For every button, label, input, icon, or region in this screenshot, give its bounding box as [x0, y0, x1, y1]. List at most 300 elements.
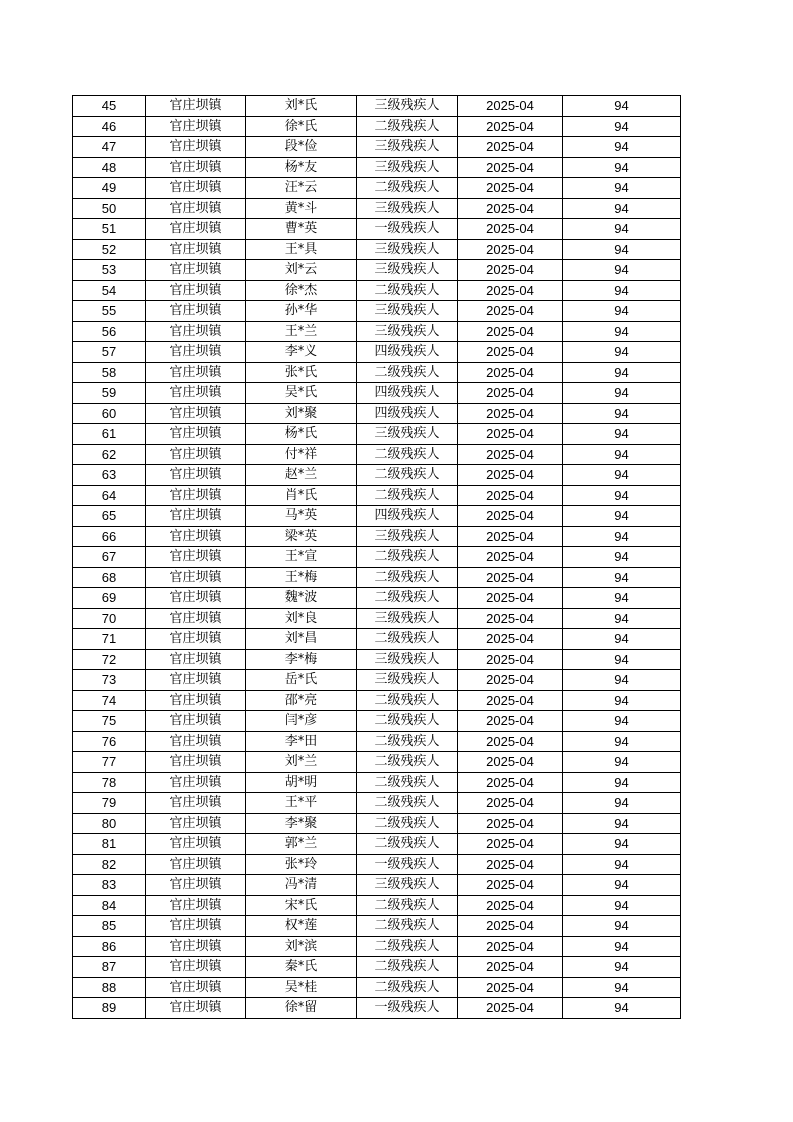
disability-level-cell: 三级残疾人	[357, 670, 458, 691]
table-row	[73, 178, 681, 199]
table-row	[73, 567, 681, 588]
month-cell: 2025-04	[458, 116, 563, 137]
person-name-cell: 李*聚	[246, 813, 357, 834]
town-cell: 官庄坝镇	[146, 403, 246, 424]
person-name-cell: 汪*云	[246, 178, 357, 199]
amount-cell: 94	[563, 875, 681, 896]
table-row	[73, 362, 681, 383]
amount-cell: 94	[563, 895, 681, 916]
amount-cell: 94	[563, 403, 681, 424]
table-row	[73, 96, 681, 117]
person-name-cell: 赵*兰	[246, 465, 357, 486]
amount-cell: 94	[563, 547, 681, 568]
amount-cell: 94	[563, 137, 681, 158]
disability-level-cell: 二级残疾人	[357, 629, 458, 650]
town-cell: 官庄坝镇	[146, 465, 246, 486]
table-row	[73, 547, 681, 568]
town-cell: 官庄坝镇	[146, 567, 246, 588]
disability-level-cell: 四级残疾人	[357, 403, 458, 424]
month-cell: 2025-04	[458, 301, 563, 322]
town-cell: 官庄坝镇	[146, 280, 246, 301]
table-row	[73, 916, 681, 937]
month-cell: 2025-04	[458, 198, 563, 219]
month-cell: 2025-04	[458, 813, 563, 834]
table-row	[73, 506, 681, 527]
subsidy-table	[72, 95, 681, 1019]
row-number-cell: 67	[73, 547, 146, 568]
table-row	[73, 485, 681, 506]
person-name-cell: 李*义	[246, 342, 357, 363]
amount-cell: 94	[563, 198, 681, 219]
table-row	[73, 649, 681, 670]
person-name-cell: 闫*彦	[246, 711, 357, 732]
month-cell: 2025-04	[458, 670, 563, 691]
town-cell: 官庄坝镇	[146, 301, 246, 322]
table-row	[73, 690, 681, 711]
disability-level-cell: 二级残疾人	[357, 485, 458, 506]
person-name-cell: 刘*聚	[246, 403, 357, 424]
town-cell: 官庄坝镇	[146, 772, 246, 793]
disability-level-cell: 三级残疾人	[357, 875, 458, 896]
row-number-cell: 84	[73, 895, 146, 916]
person-name-cell: 魏*波	[246, 588, 357, 609]
row-number-cell: 71	[73, 629, 146, 650]
month-cell: 2025-04	[458, 465, 563, 486]
person-name-cell: 肖*氏	[246, 485, 357, 506]
table-row	[73, 383, 681, 404]
disability-level-cell: 二级残疾人	[357, 957, 458, 978]
table-row	[73, 526, 681, 547]
town-cell: 官庄坝镇	[146, 506, 246, 527]
amount-cell: 94	[563, 485, 681, 506]
disability-level-cell: 二级残疾人	[357, 588, 458, 609]
row-number-cell: 65	[73, 506, 146, 527]
disability-level-cell: 三级残疾人	[357, 321, 458, 342]
row-number-cell: 72	[73, 649, 146, 670]
row-number-cell: 75	[73, 711, 146, 732]
person-name-cell: 邵*亮	[246, 690, 357, 711]
amount-cell: 94	[563, 731, 681, 752]
person-name-cell: 徐*杰	[246, 280, 357, 301]
row-number-cell: 61	[73, 424, 146, 445]
month-cell: 2025-04	[458, 854, 563, 875]
disability-level-cell: 三级残疾人	[357, 157, 458, 178]
person-name-cell: 王*平	[246, 793, 357, 814]
row-number-cell: 45	[73, 96, 146, 117]
person-name-cell: 刘*昌	[246, 629, 357, 650]
table-row	[73, 342, 681, 363]
month-cell: 2025-04	[458, 731, 563, 752]
town-cell: 官庄坝镇	[146, 198, 246, 219]
amount-cell: 94	[563, 96, 681, 117]
disability-level-cell: 二级残疾人	[357, 711, 458, 732]
month-cell: 2025-04	[458, 403, 563, 424]
person-name-cell: 吴*桂	[246, 977, 357, 998]
month-cell: 2025-04	[458, 383, 563, 404]
amount-cell: 94	[563, 936, 681, 957]
table-row	[73, 321, 681, 342]
disability-level-cell: 三级残疾人	[357, 96, 458, 117]
month-cell: 2025-04	[458, 977, 563, 998]
amount-cell: 94	[563, 444, 681, 465]
town-cell: 官庄坝镇	[146, 813, 246, 834]
row-number-cell: 52	[73, 239, 146, 260]
person-name-cell: 刘*云	[246, 260, 357, 281]
disability-level-cell: 二级残疾人	[357, 834, 458, 855]
disability-level-cell: 三级残疾人	[357, 198, 458, 219]
amount-cell: 94	[563, 219, 681, 240]
amount-cell: 94	[563, 834, 681, 855]
table-row	[73, 116, 681, 137]
table-row	[73, 998, 681, 1019]
amount-cell: 94	[563, 239, 681, 260]
amount-cell: 94	[563, 711, 681, 732]
disability-level-cell: 四级残疾人	[357, 342, 458, 363]
month-cell: 2025-04	[458, 506, 563, 527]
row-number-cell: 88	[73, 977, 146, 998]
table-row	[73, 608, 681, 629]
row-number-cell: 62	[73, 444, 146, 465]
amount-cell: 94	[563, 670, 681, 691]
row-number-cell: 74	[73, 690, 146, 711]
row-number-cell: 66	[73, 526, 146, 547]
disability-level-cell: 一级残疾人	[357, 998, 458, 1019]
month-cell: 2025-04	[458, 342, 563, 363]
table-row	[73, 875, 681, 896]
table-row	[73, 137, 681, 158]
person-name-cell: 黄*斗	[246, 198, 357, 219]
amount-cell: 94	[563, 506, 681, 527]
month-cell: 2025-04	[458, 280, 563, 301]
town-cell: 官庄坝镇	[146, 424, 246, 445]
table-row	[73, 752, 681, 773]
town-cell: 官庄坝镇	[146, 608, 246, 629]
disability-level-cell: 四级残疾人	[357, 506, 458, 527]
town-cell: 官庄坝镇	[146, 998, 246, 1019]
person-name-cell: 胡*明	[246, 772, 357, 793]
table-row	[73, 444, 681, 465]
row-number-cell: 79	[73, 793, 146, 814]
town-cell: 官庄坝镇	[146, 649, 246, 670]
amount-cell: 94	[563, 424, 681, 445]
town-cell: 官庄坝镇	[146, 588, 246, 609]
amount-cell: 94	[563, 608, 681, 629]
disability-level-cell: 二级残疾人	[357, 731, 458, 752]
month-cell: 2025-04	[458, 137, 563, 158]
person-name-cell: 杨*氏	[246, 424, 357, 445]
person-name-cell: 杨*友	[246, 157, 357, 178]
town-cell: 官庄坝镇	[146, 752, 246, 773]
month-cell: 2025-04	[458, 588, 563, 609]
row-number-cell: 59	[73, 383, 146, 404]
table-row	[73, 936, 681, 957]
table-row	[73, 731, 681, 752]
disability-level-cell: 一级残疾人	[357, 854, 458, 875]
person-name-cell: 孙*华	[246, 301, 357, 322]
amount-cell: 94	[563, 629, 681, 650]
table-row	[73, 854, 681, 875]
row-number-cell: 57	[73, 342, 146, 363]
row-number-cell: 68	[73, 567, 146, 588]
person-name-cell: 李*田	[246, 731, 357, 752]
person-name-cell: 李*梅	[246, 649, 357, 670]
table-row	[73, 157, 681, 178]
amount-cell: 94	[563, 157, 681, 178]
table-body	[73, 96, 681, 1019]
town-cell: 官庄坝镇	[146, 342, 246, 363]
town-cell: 官庄坝镇	[146, 895, 246, 916]
person-name-cell: 徐*氏	[246, 116, 357, 137]
row-number-cell: 70	[73, 608, 146, 629]
month-cell: 2025-04	[458, 752, 563, 773]
person-name-cell: 宋*氏	[246, 895, 357, 916]
disability-level-cell: 四级残疾人	[357, 383, 458, 404]
amount-cell: 94	[563, 260, 681, 281]
table-row	[73, 260, 681, 281]
person-name-cell: 冯*清	[246, 875, 357, 896]
table-row	[73, 629, 681, 650]
row-number-cell: 54	[73, 280, 146, 301]
town-cell: 官庄坝镇	[146, 219, 246, 240]
month-cell: 2025-04	[458, 547, 563, 568]
month-cell: 2025-04	[458, 690, 563, 711]
month-cell: 2025-04	[458, 96, 563, 117]
amount-cell: 94	[563, 383, 681, 404]
disability-level-cell: 二级残疾人	[357, 116, 458, 137]
table-row	[73, 301, 681, 322]
amount-cell: 94	[563, 567, 681, 588]
person-name-cell: 曹*英	[246, 219, 357, 240]
disability-level-cell: 二级残疾人	[357, 178, 458, 199]
row-number-cell: 60	[73, 403, 146, 424]
disability-level-cell: 三级残疾人	[357, 649, 458, 670]
disability-level-cell: 二级残疾人	[357, 547, 458, 568]
month-cell: 2025-04	[458, 998, 563, 1019]
town-cell: 官庄坝镇	[146, 793, 246, 814]
town-cell: 官庄坝镇	[146, 96, 246, 117]
row-number-cell: 77	[73, 752, 146, 773]
table-row	[73, 834, 681, 855]
disability-level-cell: 二级残疾人	[357, 280, 458, 301]
month-cell: 2025-04	[458, 629, 563, 650]
person-name-cell: 梁*英	[246, 526, 357, 547]
table-row	[73, 239, 681, 260]
month-cell: 2025-04	[458, 485, 563, 506]
disability-level-cell: 三级残疾人	[357, 239, 458, 260]
month-cell: 2025-04	[458, 895, 563, 916]
amount-cell: 94	[563, 301, 681, 322]
row-number-cell: 78	[73, 772, 146, 793]
table-row	[73, 219, 681, 240]
amount-cell: 94	[563, 649, 681, 670]
disability-level-cell: 二级残疾人	[357, 465, 458, 486]
row-number-cell: 89	[73, 998, 146, 1019]
disability-level-cell: 二级残疾人	[357, 752, 458, 773]
month-cell: 2025-04	[458, 793, 563, 814]
person-name-cell: 刘*兰	[246, 752, 357, 773]
month-cell: 2025-04	[458, 957, 563, 978]
month-cell: 2025-04	[458, 362, 563, 383]
person-name-cell: 刘*氏	[246, 96, 357, 117]
month-cell: 2025-04	[458, 875, 563, 896]
month-cell: 2025-04	[458, 239, 563, 260]
amount-cell: 94	[563, 321, 681, 342]
row-number-cell: 85	[73, 916, 146, 937]
person-name-cell: 吴*氏	[246, 383, 357, 404]
town-cell: 官庄坝镇	[146, 711, 246, 732]
disability-level-cell: 三级残疾人	[357, 260, 458, 281]
row-number-cell: 64	[73, 485, 146, 506]
row-number-cell: 83	[73, 875, 146, 896]
amount-cell: 94	[563, 526, 681, 547]
disability-level-cell: 二级残疾人	[357, 772, 458, 793]
table-row	[73, 977, 681, 998]
town-cell: 官庄坝镇	[146, 854, 246, 875]
town-cell: 官庄坝镇	[146, 239, 246, 260]
row-number-cell: 87	[73, 957, 146, 978]
month-cell: 2025-04	[458, 157, 563, 178]
person-name-cell: 王*梅	[246, 567, 357, 588]
person-name-cell: 秦*氏	[246, 957, 357, 978]
town-cell: 官庄坝镇	[146, 137, 246, 158]
amount-cell: 94	[563, 342, 681, 363]
amount-cell: 94	[563, 116, 681, 137]
amount-cell: 94	[563, 854, 681, 875]
disability-level-cell: 二级残疾人	[357, 895, 458, 916]
table-row	[73, 772, 681, 793]
table-row	[73, 280, 681, 301]
amount-cell: 94	[563, 588, 681, 609]
disability-level-cell: 二级残疾人	[357, 567, 458, 588]
town-cell: 官庄坝镇	[146, 116, 246, 137]
amount-cell: 94	[563, 793, 681, 814]
row-number-cell: 55	[73, 301, 146, 322]
disability-level-cell: 二级残疾人	[357, 444, 458, 465]
amount-cell: 94	[563, 977, 681, 998]
town-cell: 官庄坝镇	[146, 916, 246, 937]
person-name-cell: 郭*兰	[246, 834, 357, 855]
amount-cell: 94	[563, 752, 681, 773]
town-cell: 官庄坝镇	[146, 936, 246, 957]
row-number-cell: 76	[73, 731, 146, 752]
month-cell: 2025-04	[458, 834, 563, 855]
town-cell: 官庄坝镇	[146, 444, 246, 465]
amount-cell: 94	[563, 465, 681, 486]
person-name-cell: 张*氏	[246, 362, 357, 383]
person-name-cell: 段*俭	[246, 137, 357, 158]
row-number-cell: 51	[73, 219, 146, 240]
town-cell: 官庄坝镇	[146, 977, 246, 998]
town-cell: 官庄坝镇	[146, 362, 246, 383]
month-cell: 2025-04	[458, 219, 563, 240]
town-cell: 官庄坝镇	[146, 260, 246, 281]
town-cell: 官庄坝镇	[146, 383, 246, 404]
row-number-cell: 58	[73, 362, 146, 383]
person-name-cell: 岳*氏	[246, 670, 357, 691]
town-cell: 官庄坝镇	[146, 834, 246, 855]
disability-level-cell: 二级残疾人	[357, 977, 458, 998]
person-name-cell: 刘*滨	[246, 936, 357, 957]
table-row	[73, 813, 681, 834]
town-cell: 官庄坝镇	[146, 485, 246, 506]
disability-level-cell: 二级残疾人	[357, 813, 458, 834]
month-cell: 2025-04	[458, 526, 563, 547]
month-cell: 2025-04	[458, 608, 563, 629]
table-row	[73, 957, 681, 978]
person-name-cell: 刘*良	[246, 608, 357, 629]
amount-cell: 94	[563, 280, 681, 301]
person-name-cell: 张*玲	[246, 854, 357, 875]
town-cell: 官庄坝镇	[146, 321, 246, 342]
town-cell: 官庄坝镇	[146, 547, 246, 568]
row-number-cell: 63	[73, 465, 146, 486]
row-number-cell: 81	[73, 834, 146, 855]
disability-level-cell: 三级残疾人	[357, 526, 458, 547]
month-cell: 2025-04	[458, 711, 563, 732]
amount-cell: 94	[563, 957, 681, 978]
table-row	[73, 895, 681, 916]
town-cell: 官庄坝镇	[146, 178, 246, 199]
amount-cell: 94	[563, 813, 681, 834]
disability-level-cell: 二级残疾人	[357, 916, 458, 937]
row-number-cell: 80	[73, 813, 146, 834]
town-cell: 官庄坝镇	[146, 731, 246, 752]
row-number-cell: 82	[73, 854, 146, 875]
town-cell: 官庄坝镇	[146, 629, 246, 650]
month-cell: 2025-04	[458, 649, 563, 670]
disability-level-cell: 三级残疾人	[357, 301, 458, 322]
disability-level-cell: 一级残疾人	[357, 219, 458, 240]
table-row	[73, 424, 681, 445]
disability-level-cell: 二级残疾人	[357, 362, 458, 383]
amount-cell: 94	[563, 916, 681, 937]
row-number-cell: 47	[73, 137, 146, 158]
month-cell: 2025-04	[458, 936, 563, 957]
month-cell: 2025-04	[458, 260, 563, 281]
row-number-cell: 49	[73, 178, 146, 199]
month-cell: 2025-04	[458, 424, 563, 445]
town-cell: 官庄坝镇	[146, 957, 246, 978]
table-row	[73, 588, 681, 609]
table-row	[73, 465, 681, 486]
row-number-cell: 56	[73, 321, 146, 342]
person-name-cell: 付*祥	[246, 444, 357, 465]
month-cell: 2025-04	[458, 567, 563, 588]
disability-level-cell: 三级残疾人	[357, 424, 458, 445]
town-cell: 官庄坝镇	[146, 157, 246, 178]
row-number-cell: 46	[73, 116, 146, 137]
person-name-cell: 王*宣	[246, 547, 357, 568]
month-cell: 2025-04	[458, 916, 563, 937]
amount-cell: 94	[563, 772, 681, 793]
person-name-cell: 王*具	[246, 239, 357, 260]
month-cell: 2025-04	[458, 321, 563, 342]
disability-level-cell: 三级残疾人	[357, 137, 458, 158]
amount-cell: 94	[563, 362, 681, 383]
town-cell: 官庄坝镇	[146, 875, 246, 896]
month-cell: 2025-04	[458, 772, 563, 793]
amount-cell: 94	[563, 178, 681, 199]
row-number-cell: 73	[73, 670, 146, 691]
town-cell: 官庄坝镇	[146, 670, 246, 691]
person-name-cell: 权*莲	[246, 916, 357, 937]
disability-level-cell: 三级残疾人	[357, 608, 458, 629]
month-cell: 2025-04	[458, 178, 563, 199]
person-name-cell: 徐*留	[246, 998, 357, 1019]
row-number-cell: 50	[73, 198, 146, 219]
person-name-cell: 马*英	[246, 506, 357, 527]
person-name-cell: 王*兰	[246, 321, 357, 342]
